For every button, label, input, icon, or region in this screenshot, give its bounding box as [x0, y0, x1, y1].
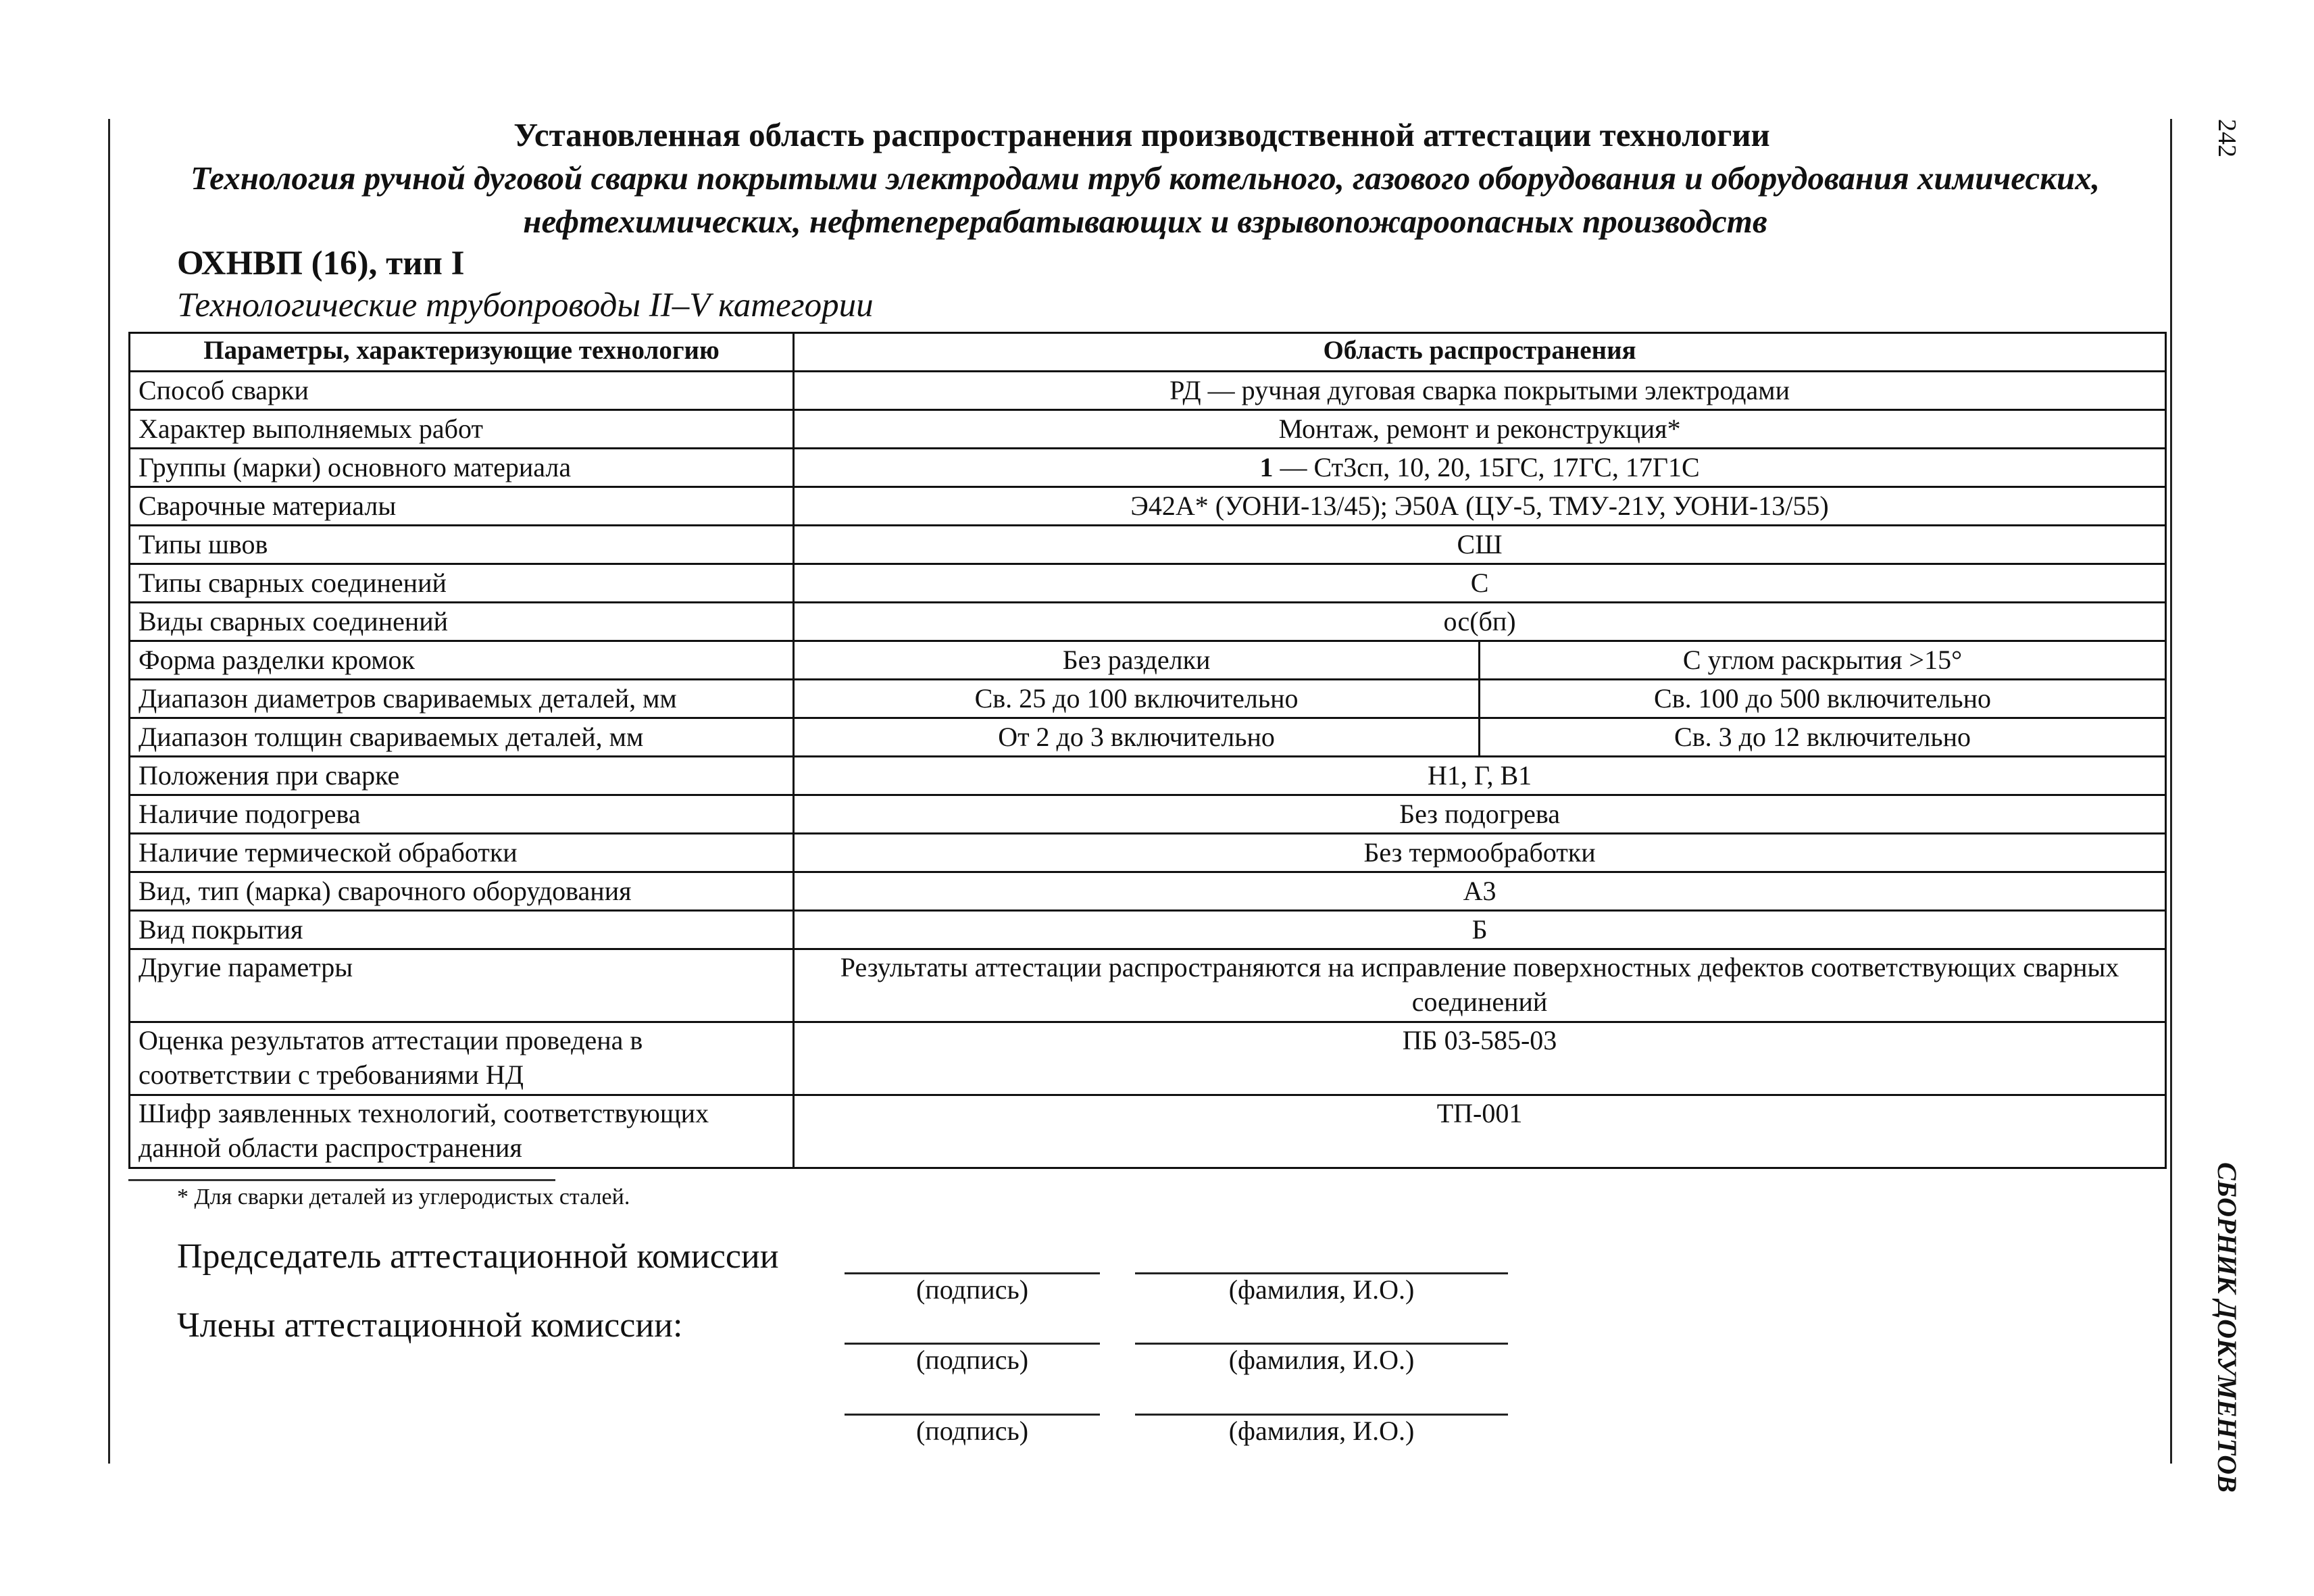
column-header-parameters: Параметры, характеризующие технологию: [130, 333, 794, 372]
row-value-left: Без разделки: [794, 641, 1480, 680]
row-value: ТП-001: [794, 1095, 2166, 1168]
row-param: Шифр заявленных технологий, соответствующих данной области распространения: [130, 1095, 794, 1168]
table-row: [130, 564, 2166, 603]
row-value: Без термообработки: [794, 834, 2166, 872]
table-row: [130, 1095, 2166, 1168]
table-row: [130, 911, 2166, 949]
row-param: Положения при сварке: [130, 757, 794, 795]
row-param: Вид, тип (марка) сварочного оборудования: [130, 872, 794, 911]
name-caption: (фамилия, И.О.): [1228, 1416, 1415, 1446]
collection-title: СБОРНИК ДОКУМЕНТОВ: [2212, 1162, 2242, 1493]
row-value: [794, 449, 2166, 487]
page-number: 242: [2213, 119, 2241, 157]
right-margin-rule: [2170, 119, 2172, 1464]
signature-caption: (подпись): [915, 1345, 1029, 1375]
table-row: [130, 641, 2166, 680]
row-value: Б: [794, 911, 2166, 949]
row-value: ос(бп): [794, 603, 2166, 641]
row-value-left: От 2 до 3 включительно: [794, 718, 1480, 757]
row-value: Без подогрева: [794, 795, 2166, 834]
row-param: Сварочные материалы: [130, 487, 794, 526]
table-row: [130, 680, 2166, 718]
row-param: Типы швов: [130, 526, 794, 564]
table-row: [130, 795, 2166, 834]
row-param: Оценка результатов аттестации проведена в соответствии с требованиями НД: [130, 1022, 794, 1095]
row-value: Н1, Г, В1: [794, 757, 2166, 795]
table-row: [130, 1022, 2166, 1095]
table-row: [130, 449, 2166, 487]
row-value: Результаты аттестации распространяются на исправление поверхностных дефектов соответствующих сварных соединений: [794, 949, 2166, 1022]
row-param: Характер выполняемых работ: [130, 410, 794, 449]
left-margin-rule: [108, 119, 110, 1464]
table-row: [130, 757, 2166, 795]
row-value-left: Св. 25 до 100 включительно: [794, 680, 1480, 718]
table-row: [130, 526, 2166, 564]
members-label: Члены аттестационной комиссии:: [177, 1306, 683, 1345]
table-row: [130, 949, 2166, 1022]
row-value: А3: [794, 872, 2166, 911]
signature-caption: (подпись): [915, 1416, 1029, 1446]
row-param: Наличие подогрева: [130, 795, 794, 834]
row-param: Виды сварных соединений: [130, 603, 794, 641]
procedure-code: ОХНВП (16), тип I: [177, 245, 465, 282]
row-param: Диапазон толщин свариваемых деталей, мм: [130, 718, 794, 757]
name-caption: (фамилия, И.О.): [1228, 1345, 1415, 1375]
table-row: [130, 872, 2166, 911]
row-value: С: [794, 564, 2166, 603]
row-value: Монтаж, ремонт и реконструкция*: [794, 410, 2166, 449]
row-param: Способ сварки: [130, 372, 794, 410]
row-value-right: С углом раскрытия >15°: [1480, 641, 2166, 680]
material-group-number: 1: [1259, 452, 1274, 482]
table-row: [130, 410, 2166, 449]
chairman-label: Председатель аттестационной комиссии: [177, 1237, 779, 1276]
pipeline-category: Технологические трубопроводы II–V категории: [177, 286, 874, 324]
signature-caption: (подпись): [915, 1274, 1029, 1305]
table-row: [130, 372, 2166, 410]
material-grades: — Ст3сп, 10, 20, 15ГС, 17ГС, 17Г1С: [1280, 452, 1700, 482]
row-param: Типы сварных соединений: [130, 564, 794, 603]
table-header-row: [130, 333, 2166, 372]
scope-table: [128, 332, 2167, 1169]
row-value: РД — ручная дуговая сварка покрытыми электродами: [794, 372, 2166, 410]
row-value-right: Св. 3 до 12 включительно: [1480, 718, 2166, 757]
row-param: Наличие термической обработки: [130, 834, 794, 872]
row-value-right: Св. 100 до 500 включительно: [1480, 680, 2166, 718]
row-value: СШ: [794, 526, 2166, 564]
row-value: Э42А* (УОНИ-13/45); Э50А (ЦУ-5, ТМУ-21У, УОНИ-13/55): [794, 487, 2166, 526]
table-row: [130, 603, 2166, 641]
name-caption: (фамилия, И.О.): [1228, 1274, 1415, 1305]
row-param: Диапазон диаметров свариваемых деталей, мм: [130, 680, 794, 718]
table-row: [130, 718, 2166, 757]
table-row: [130, 487, 2166, 526]
column-header-scope: Область распространения: [794, 333, 2166, 372]
row-value: ПБ 03-585-03: [794, 1022, 2166, 1095]
footnote: * Для сварки деталей из углеродистых сталей.: [177, 1184, 630, 1210]
row-param: Вид покрытия: [130, 911, 794, 949]
table-row: [130, 834, 2166, 872]
document-subtitle: Технология ручной дуговой сварки покрытыми электродами труб котельного, газового оборудования и оборудования химических, нефтехимических, нефтеперерабатывающих и взрывопожароопасных производств: [191, 159, 2100, 240]
row-param: Группы (марки) основного материала: [130, 449, 794, 487]
row-param: Другие параметры: [130, 949, 794, 1022]
document-title: Установленная область распространения производственной аттестации технологии: [513, 116, 1770, 153]
row-param: Форма разделки кромок: [130, 641, 794, 680]
